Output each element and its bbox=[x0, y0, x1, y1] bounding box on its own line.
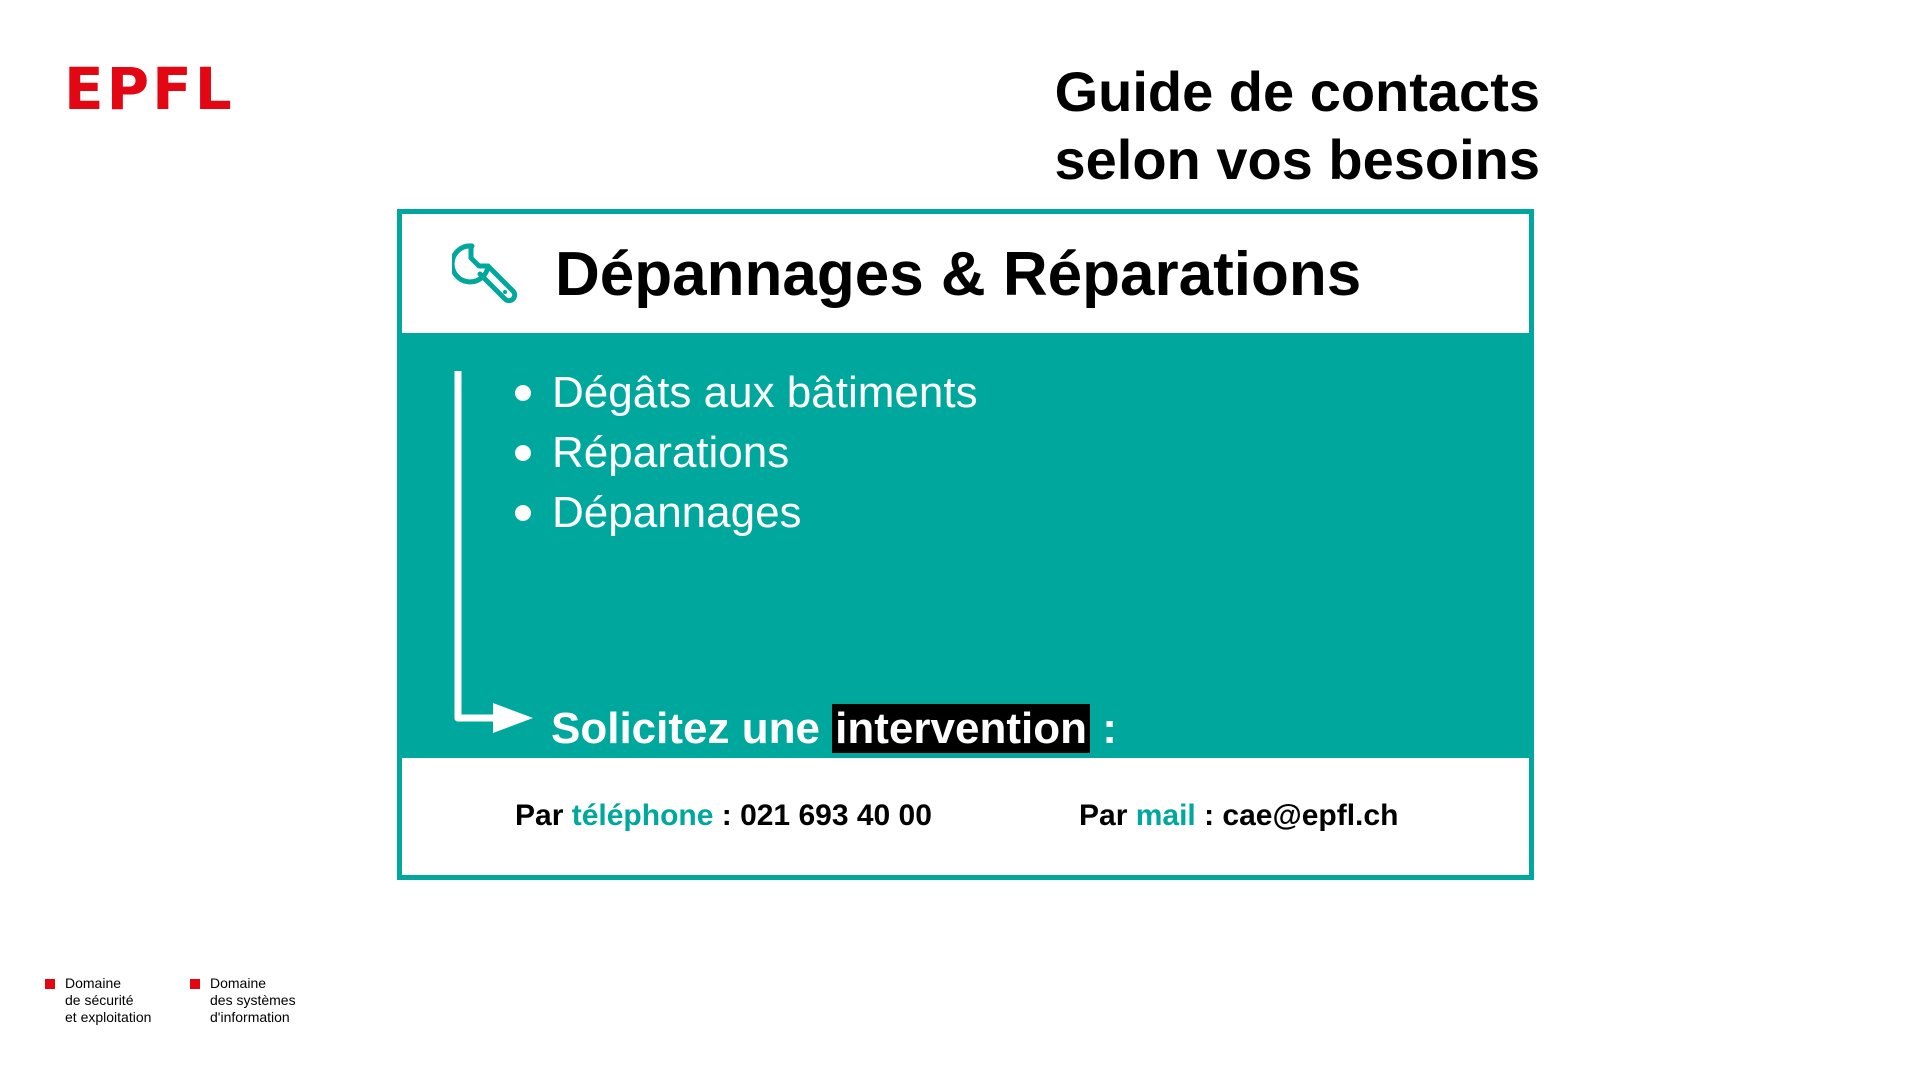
list-item-label: Dégâts aux bâtiments bbox=[552, 368, 978, 417]
wrench-icon bbox=[452, 240, 524, 312]
bullet-icon bbox=[515, 385, 531, 401]
card-body bbox=[402, 333, 1529, 758]
page-title-line-2: selon vos besoins bbox=[1054, 128, 1540, 191]
department-information-systems bbox=[210, 975, 296, 1026]
card-title: Dépannages & Réparations bbox=[555, 240, 1362, 309]
card-footer bbox=[402, 758, 1529, 875]
bullet-icon bbox=[515, 445, 531, 461]
list-item-label: Dépannages bbox=[552, 488, 802, 537]
cta-prefix: Solicitez une bbox=[551, 704, 833, 753]
red-square-icon bbox=[190, 979, 200, 989]
department-line: des systèmes bbox=[210, 992, 296, 1008]
mail-channel: mail bbox=[1135, 799, 1196, 832]
card-header bbox=[402, 214, 1529, 333]
department-line: Domaine bbox=[210, 975, 267, 991]
bullet-icon bbox=[515, 505, 531, 521]
page-title bbox=[1055, 58, 1541, 194]
list-item bbox=[552, 423, 978, 483]
list-item bbox=[552, 483, 978, 543]
mail-prefix: Par bbox=[1079, 799, 1136, 832]
mail-address[interactable]: : cae@epfl.ch bbox=[1195, 799, 1399, 832]
phone-prefix: Par bbox=[515, 799, 572, 832]
phone-contact[interactable] bbox=[515, 796, 932, 836]
page-title-line-1: Guide de contacts bbox=[1054, 60, 1540, 123]
list-item-label: Réparations bbox=[552, 428, 790, 477]
contact-card bbox=[397, 209, 1534, 880]
call-to-action bbox=[551, 700, 1117, 758]
cta-suffix: : bbox=[1089, 704, 1117, 753]
phone-number[interactable]: : 021 693 40 00 bbox=[713, 799, 932, 832]
department-line: de sécurité bbox=[65, 992, 134, 1008]
service-list bbox=[552, 363, 978, 543]
epfl-logo: EPFL bbox=[64, 55, 235, 123]
cta-highlight: intervention bbox=[832, 704, 1090, 753]
department-line: d'information bbox=[210, 1009, 290, 1025]
department-line: et exploitation bbox=[65, 1009, 152, 1025]
department-line: Domaine bbox=[65, 975, 122, 991]
phone-channel: téléphone bbox=[571, 799, 714, 832]
red-square-icon bbox=[45, 979, 55, 989]
mail-contact[interactable] bbox=[1079, 796, 1398, 836]
arrow-right-icon bbox=[447, 371, 537, 751]
department-security bbox=[65, 975, 151, 1026]
list-item bbox=[552, 363, 978, 423]
